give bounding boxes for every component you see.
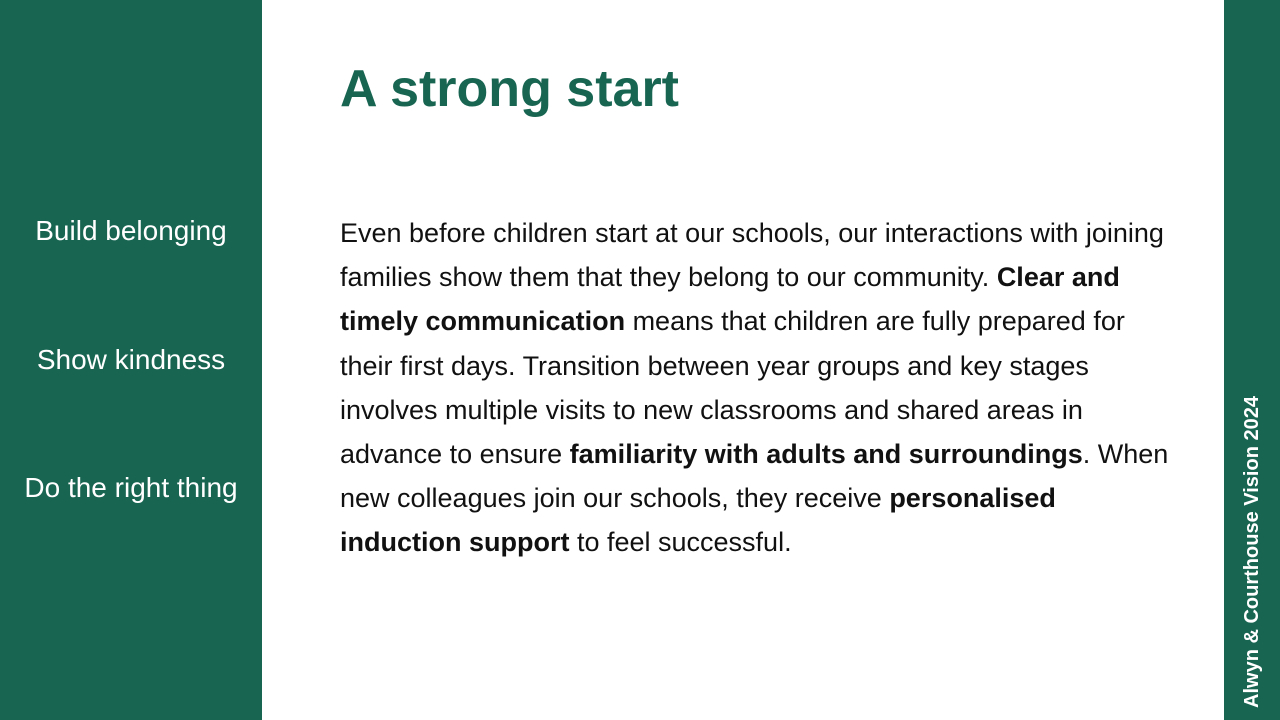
slide-body-text (340, 211, 1170, 565)
body-segment: . When new colleagues join our schools, they receive (340, 439, 1169, 514)
value-do-the-right-thing: Do the right thing (24, 472, 238, 503)
body-segment: to feel successful. (569, 527, 792, 558)
vision-footer-label: Alwyn & Courthouse Vision 2024 (1241, 396, 1263, 708)
body-segment: means that children are fully prepared for their first days. Transition between year groups and key stages involves multiple visits to new classrooms and shared areas in advance to ensure (340, 306, 1125, 470)
values-sidebar (0, 0, 262, 720)
body-emphasis-induction: personalised induction support (340, 483, 1056, 558)
value-show-kindness: Show kindness (36, 344, 226, 375)
value-build-belonging: Build belonging (35, 215, 227, 246)
slide-title: A strong start (340, 60, 679, 118)
body-emphasis-familiarity: familiarity with adults and surroundings (569, 439, 1083, 470)
body-segment: Even before children start at our schools, our interactions with joining families show them that they belong to our community. (340, 218, 1164, 293)
body-emphasis-communication: Clear and timely communication (340, 262, 1120, 337)
